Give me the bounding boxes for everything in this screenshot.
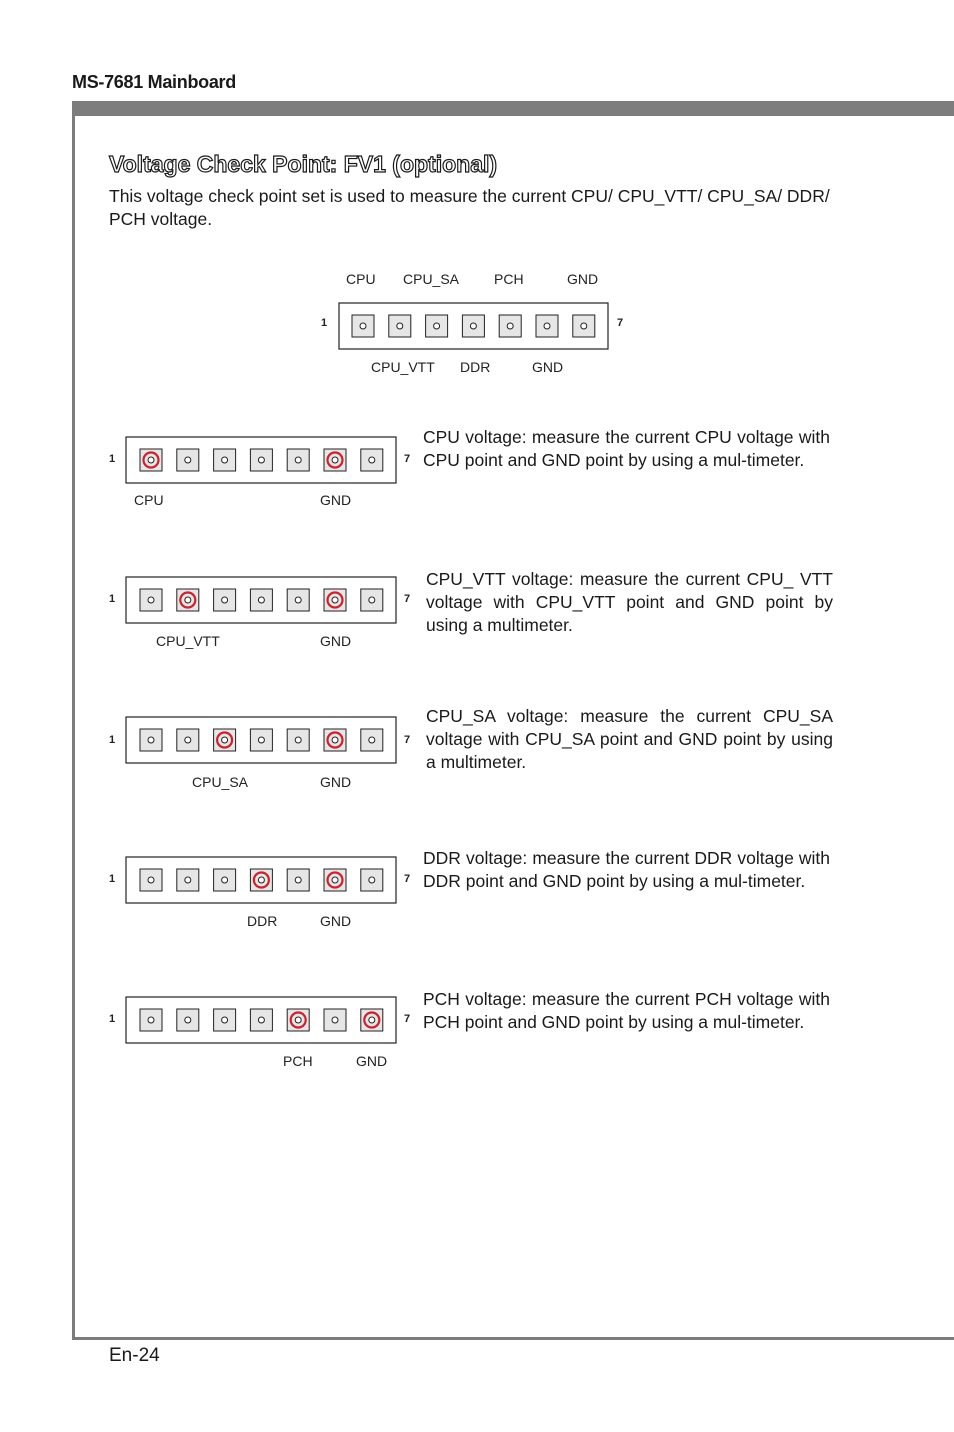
pin-6-highlighted xyxy=(324,449,346,471)
pin-7 xyxy=(361,449,383,471)
pin-4 xyxy=(462,315,484,337)
pin-5-highlighted xyxy=(287,1009,309,1031)
label-gnd: GND xyxy=(320,774,352,790)
measure-block-cpu-sa xyxy=(0,700,954,810)
overview-pin-1: 1 xyxy=(321,317,328,329)
measure-block-pch xyxy=(0,980,954,1090)
page-number: En-24 xyxy=(109,1345,160,1366)
pin-number-7: 7 xyxy=(404,873,411,885)
overview-label-ddr: DDR xyxy=(460,359,491,375)
pin-5 xyxy=(287,589,309,611)
pin-1 xyxy=(140,589,162,611)
pin-5 xyxy=(499,315,521,337)
pin-2 xyxy=(177,729,199,751)
pin-1 xyxy=(352,315,374,337)
pin-number-7: 7 xyxy=(404,593,411,605)
measure-block-cpu xyxy=(0,420,954,530)
pin-7 xyxy=(361,869,383,891)
description-cpu: CPU voltage: measure the current CPU voltage with CPU point and GND point by using a mul-timeter. xyxy=(423,427,830,470)
pin-number-1: 1 xyxy=(109,1013,116,1025)
pin-4 xyxy=(250,589,272,611)
overview-label-cpu: CPU xyxy=(346,271,376,287)
overview-pin-header xyxy=(0,0,954,400)
pin-5 xyxy=(287,729,309,751)
pin-1-highlighted xyxy=(140,449,162,471)
label-gnd: GND xyxy=(320,492,352,508)
pin-7-highlighted xyxy=(361,1009,383,1031)
pin-3 xyxy=(214,589,236,611)
footer-rule xyxy=(72,1337,954,1340)
pin-6-highlighted xyxy=(324,729,346,751)
pin-number-1: 1 xyxy=(109,873,116,885)
description-ddr: DDR voltage: measure the current DDR voltage with DDR point and GND point by using a mul-timeter. xyxy=(423,848,830,891)
pin-6 xyxy=(536,315,558,337)
description-pch: PCH voltage: measure the current PCH voltage with PCH point and GND point by using a mul-timeter. xyxy=(423,989,830,1032)
pin-5 xyxy=(287,869,309,891)
overview-label-gnd-top: GND xyxy=(567,271,599,287)
pin-3 xyxy=(214,869,236,891)
overview-diagram xyxy=(0,0,954,400)
pin-2-highlighted xyxy=(177,589,199,611)
pin-2 xyxy=(177,869,199,891)
label-cpu-vtt: CPU_VTT xyxy=(156,633,220,649)
pin-1 xyxy=(140,1009,162,1031)
pin-7 xyxy=(361,589,383,611)
pin-number-1: 1 xyxy=(109,453,116,465)
label-gnd: GND xyxy=(320,633,352,649)
pin-1 xyxy=(140,869,162,891)
pin-2 xyxy=(389,315,411,337)
pin-number-7: 7 xyxy=(404,734,411,746)
label-gnd: GND xyxy=(320,913,352,929)
overview-label-gnd-bottom: GND xyxy=(532,359,564,375)
pin-7 xyxy=(573,315,595,337)
pin-1 xyxy=(140,729,162,751)
description-cpu-sa: CPU_SA voltage: measure the current CPU_SA voltage with CPU_SA point and GND point by using a multimeter. xyxy=(426,706,833,772)
pin-3 xyxy=(214,1009,236,1031)
overview-label-cpu-vtt: CPU_VTT xyxy=(371,359,435,375)
pin-4 xyxy=(250,1009,272,1031)
label-gnd: GND xyxy=(356,1053,388,1069)
pin-4 xyxy=(250,449,272,471)
label-pch: PCH xyxy=(283,1053,313,1069)
header-title: MS-7681 Mainboard xyxy=(72,72,236,92)
pin-6-highlighted xyxy=(324,869,346,891)
overview-pin-7: 7 xyxy=(617,317,624,329)
pin-number-7: 7 xyxy=(404,453,411,465)
label-cpu-sa: CPU_SA xyxy=(192,774,249,790)
description-cpu-vtt: CPU_VTT voltage: measure the current CPU_ VTT voltage with CPU_VTT point and GND point by using a multimeter. xyxy=(426,569,833,635)
pin-2 xyxy=(177,1009,199,1031)
pin-3 xyxy=(426,315,448,337)
section-intro: This voltage check point set is used to measure the current CPU/ CPU_VTT/ CPU_SA/ DDR/ PCH voltage. xyxy=(109,186,830,229)
pin-number-1: 1 xyxy=(109,734,116,746)
pin-4-highlighted xyxy=(250,869,272,891)
pin-2 xyxy=(177,449,199,471)
pin-number-7: 7 xyxy=(404,1013,411,1025)
pin-5 xyxy=(287,449,309,471)
pin-7 xyxy=(361,729,383,751)
pin-3-highlighted xyxy=(214,729,236,751)
measure-block-ddr xyxy=(0,840,954,950)
section-title: Voltage Check Point: FV1 (optional) xyxy=(109,151,498,177)
pin-4 xyxy=(250,729,272,751)
pin-number-1: 1 xyxy=(109,593,116,605)
label-ddr: DDR xyxy=(247,913,278,929)
pin-6 xyxy=(324,1009,346,1031)
overview-label-pch: PCH xyxy=(494,271,524,287)
measure-block-cpu-vtt xyxy=(0,560,954,670)
pin-3 xyxy=(214,449,236,471)
overview-label-cpu-sa: CPU_SA xyxy=(403,271,460,287)
label-cpu: CPU xyxy=(134,492,164,508)
pin-6-highlighted xyxy=(324,589,346,611)
